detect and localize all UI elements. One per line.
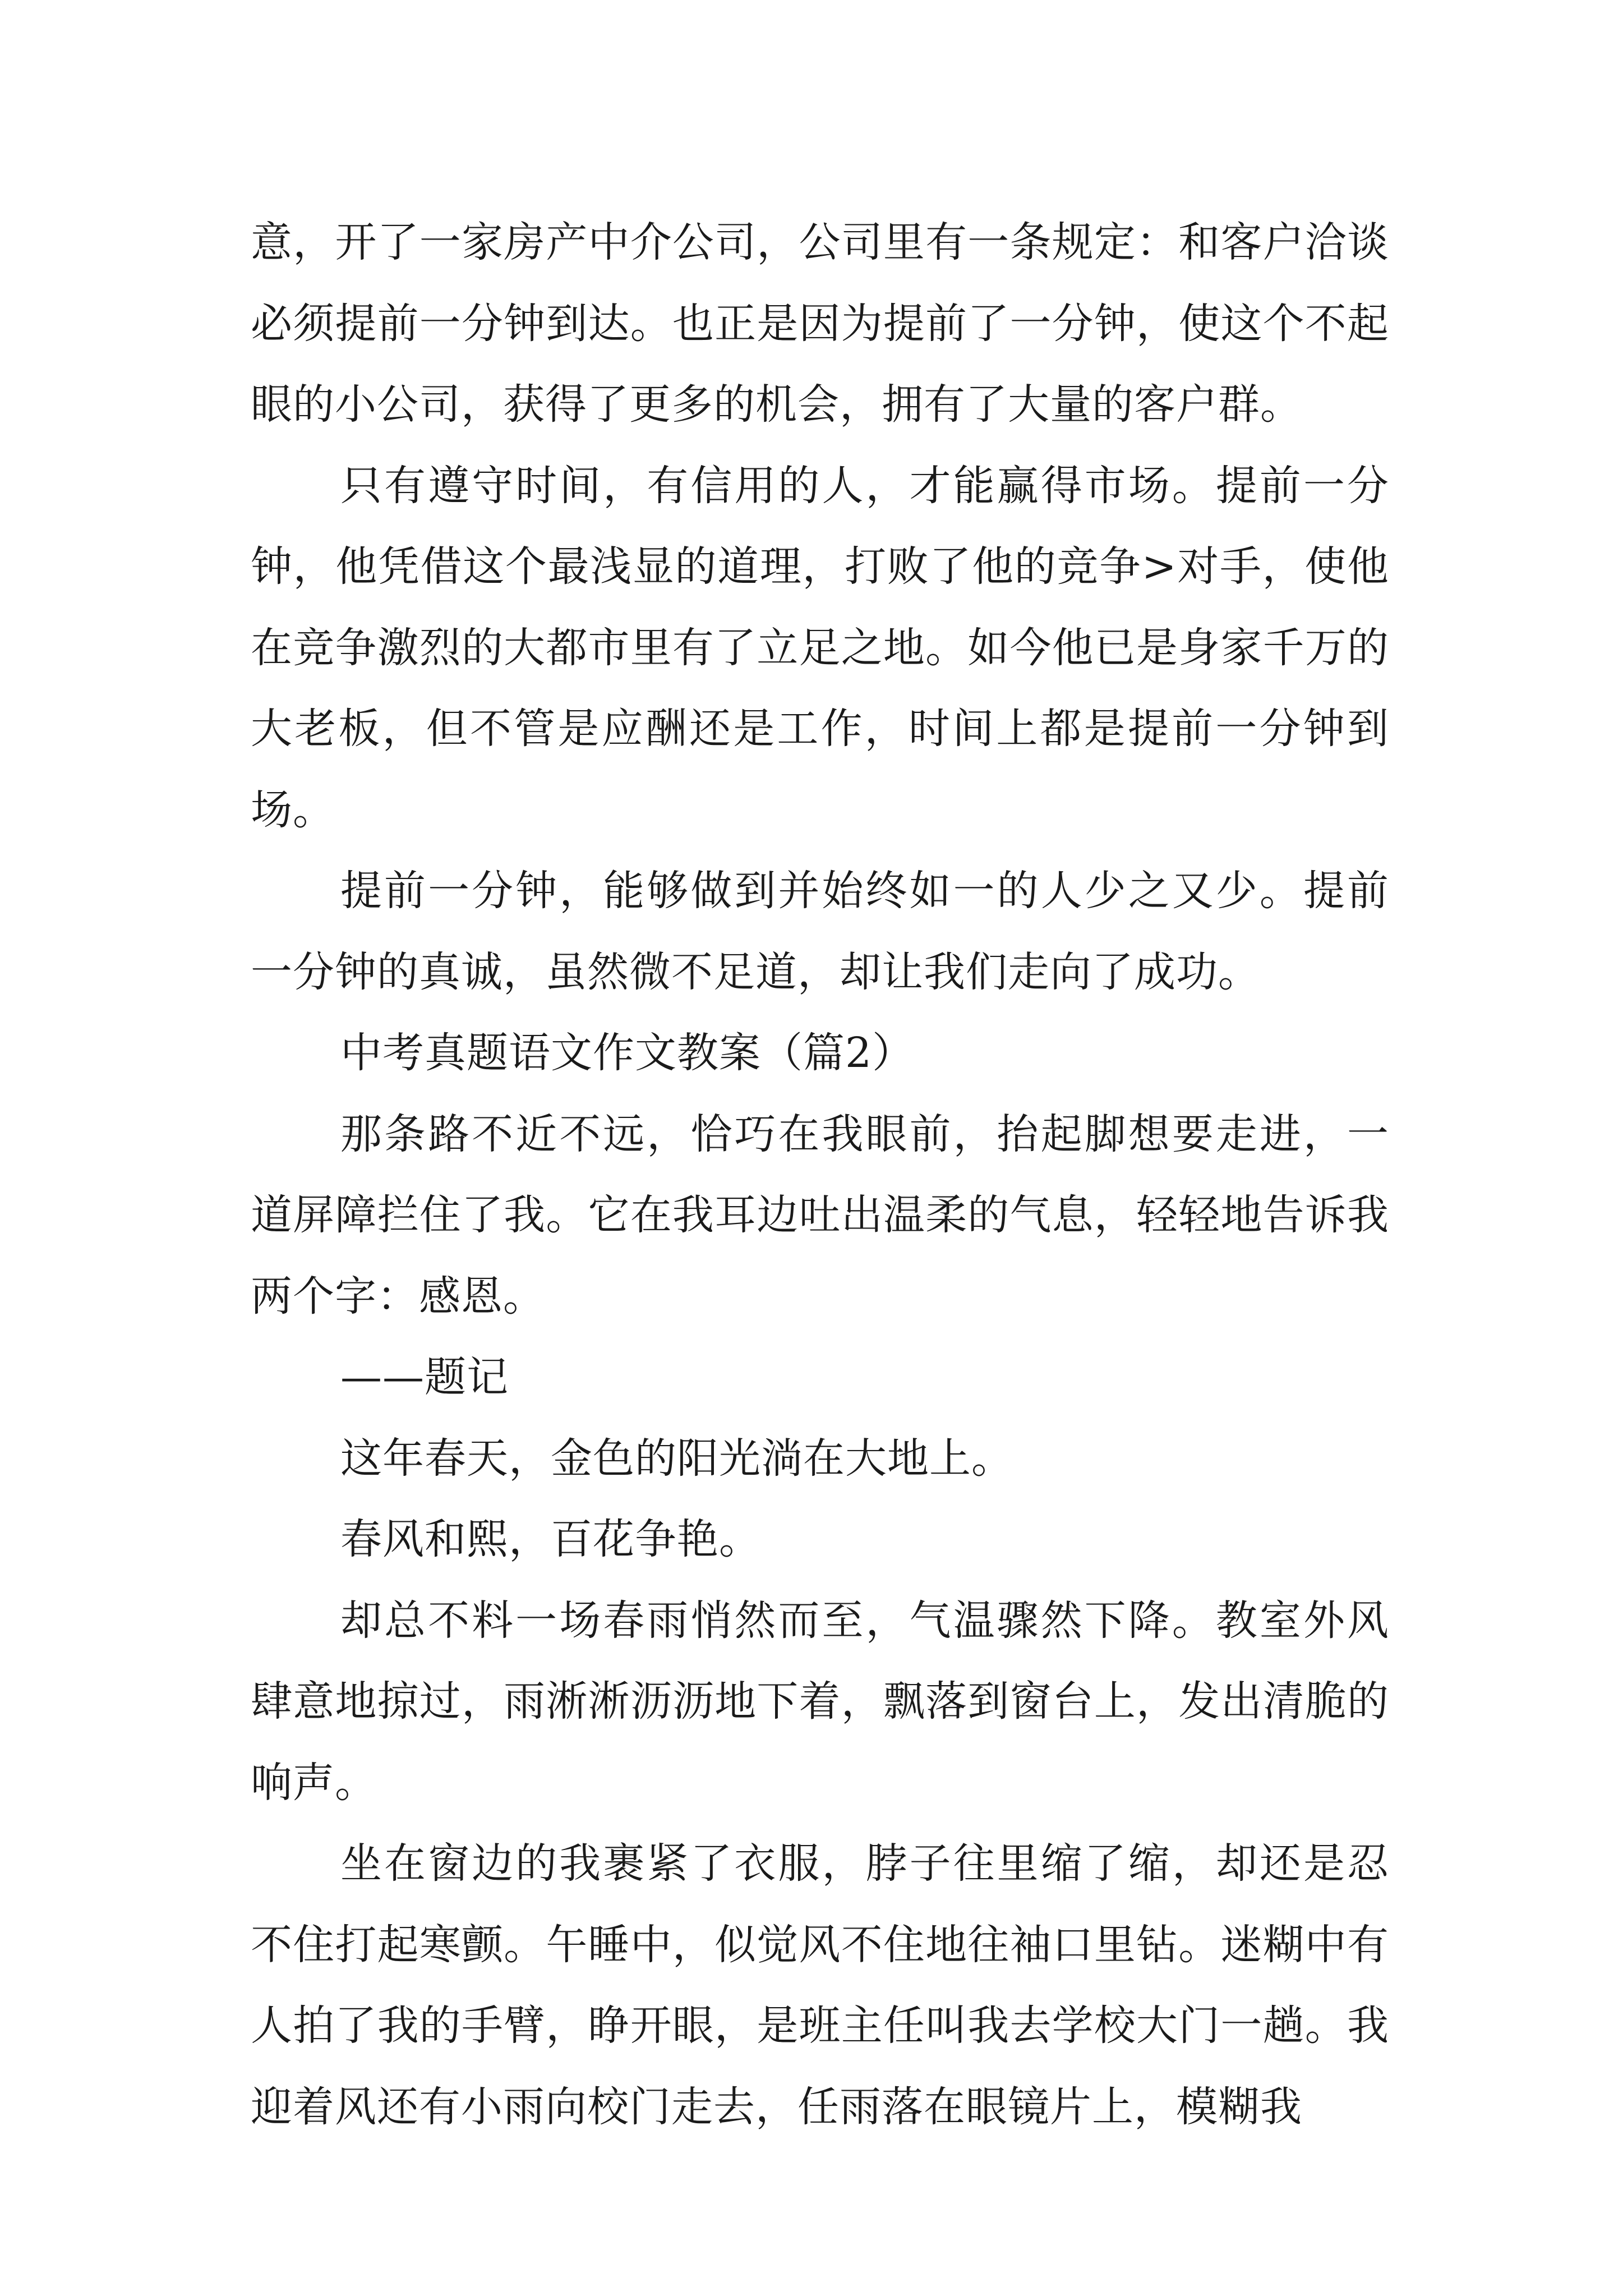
paragraph: 提前一分钟，能够做到并始终如一的人少之又少。提前一分钟的真诚，虽然微不足道，却让我们走向了成功。 [251,867,1389,996]
paragraph: 那条路不近不远，恰巧在我眼前，抬起脚想要走进，一道屏障拦住了我。它在我耳边吐出温柔的气息，轻轻地告诉我两个字：感恩。 [251,1110,1389,1320]
paragraph: 这年春天，金色的阳光淌在大地上。 [340,1434,1013,1483]
paragraph: 只有遵守时间，有信用的人，才能赢得市场。提前一分钟，他凭借这个最浅显的道理，打败了他的竞争>对手，使他在竞争激烈的大都市里有了立足之地。如今他已是身家千万的大老板，但不管是应酬还是工作，时间上都是提前一分钟到场。 [251,461,1389,834]
paragraph: 春风和熙，百花争艳。 [340,1515,761,1563]
paragraph: 却总不料一场春雨悄然而至，气温骤然下降。教室外风肆意地掠过，雨淅淅沥沥地下着，飘落到窗台上，发出清脆的响声。 [251,1596,1389,1807]
paragraph: 意，开了一家房产中介公司，公司里有一条规定：和客户洽谈必须提前一分钟到达。也正是因为提前了一分钟，使这个不起眼的小公司，获得了更多的机会，拥有了大量的客户群。 [251,218,1389,429]
epigraph-attribution: ——题记 [340,1353,509,1401]
paragraph: 坐在窗边的我裹紧了衣服，脖子往里缩了缩，却还是忍不住打起寒颤。午睡中，似觉风不住地往袖口里钻。迷糊中有人拍了我的手臂，睁开眼，是班主任叫我去学校大门一趟。我迎着风还有小雨向校门走去，任雨落在眼镜片上，模糊我 [251,1839,1389,2131]
document-body [251,202,1389,2147]
section-heading: 中考真题语文作文教案（篇2） [340,1029,915,1077]
